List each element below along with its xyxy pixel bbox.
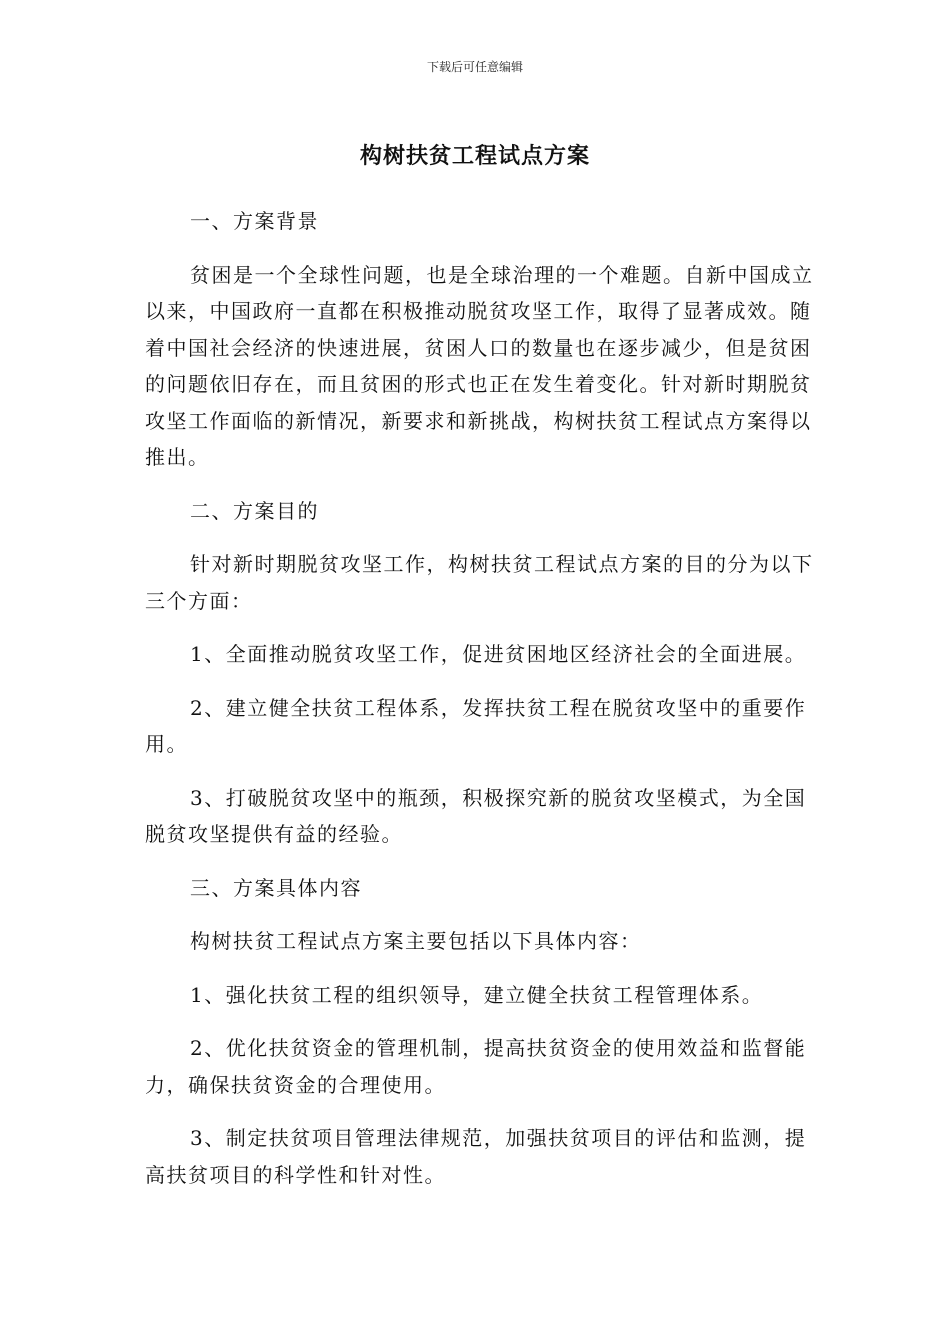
content-item-3: 3、制定扶贫项目管理法律规范，加强扶贫项目的评估和监测，提高扶贫项目的科学性和针对性。 — [145, 1126, 807, 1187]
document-title: 构树扶贫工程试点方案 — [359, 144, 590, 169]
content-item-1: 1、强化扶贫工程的组织领导，建立健全扶贫工程管理体系。 — [190, 982, 764, 1007]
document-body — [145, 203, 825, 1210]
purpose-item-3: 3、打破脱贫攻坚中的瓶颈，积极探究新的脱贫攻坚模式，为全国脱贫攻坚提供有益的经验。 — [145, 785, 807, 846]
paragraph-content-intro: 构树扶贫工程试点方案主要包括以下具体内容： — [190, 929, 642, 953]
paragraph-purpose-intro: 针对新时期脱贫攻坚工作，构树扶贫工程试点方案的目的分为以下三个方面： — [145, 552, 814, 613]
section-heading-purpose: 二、方案目的 — [190, 498, 319, 523]
section-heading-content: 三、方案具体内容 — [190, 875, 362, 900]
purpose-item-2: 2、建立健全扶贫工程体系，发挥扶贫工程在脱贫攻坚中的重要作用。 — [145, 695, 807, 756]
section-heading-background: 一、方案背景 — [190, 209, 319, 233]
paragraph-background: 贫困是一个全球性问题，也是全球治理的一个难题。自新中国成立以来，中国政府一直都在积极推动脱贫攻坚工作，取得了显著成效。随着中国社会经济的快速进展，贫困人口的数量也在逐步减少，但是贫困的问题依旧存在，而且贫困的形式也正在发生着变化。针对新时期脱贫攻坚工作面临的新情况，新要求和新挑战，构树扶贫工程试点方案得以推出。 — [145, 262, 814, 469]
content-item-2: 2、优化扶贫资金的管理机制，提高扶贫资金的使用效益和监督能力，确保扶贫资金的合理使用。 — [145, 1036, 807, 1097]
purpose-item-1: 1、全面推动脱贫攻坚工作，促进贫困地区经济社会的全面进展。 — [190, 642, 807, 666]
header-note: 下载后可任意编辑 — [426, 60, 523, 74]
